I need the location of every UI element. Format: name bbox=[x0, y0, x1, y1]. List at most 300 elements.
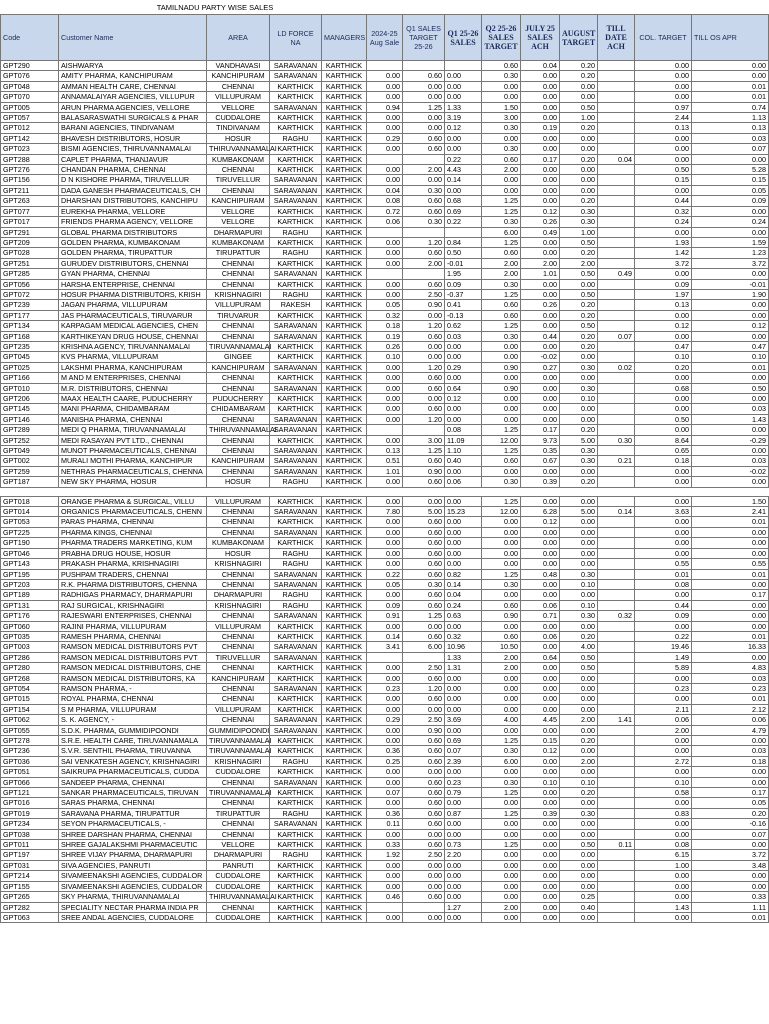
cell-area: KRISHNAGIRI bbox=[207, 559, 270, 569]
cell-till-os-apr: 0.74 bbox=[692, 102, 769, 112]
cell-q2-target: 0.00 bbox=[482, 81, 521, 91]
table-row bbox=[1, 466, 769, 476]
cell-july-ach: 0.00 bbox=[521, 725, 560, 735]
cell-aug-sale-2024: 0.22 bbox=[367, 569, 403, 579]
cell-q1-sales: 0.32 bbox=[445, 631, 482, 641]
cell-q1-sales: 0.08 bbox=[445, 425, 482, 435]
cell-manager: KARTHICK bbox=[322, 860, 367, 870]
cell-customer-name: SARAS PHARMA, CHENNAI bbox=[59, 798, 207, 808]
cell-area: THIRUVANNAMALAI bbox=[207, 425, 270, 435]
cell-till-date-ach bbox=[598, 71, 635, 81]
cell-august-target: 0.00 bbox=[560, 871, 598, 881]
cell-july-ach: -0.02 bbox=[521, 352, 560, 362]
cell-till-date-ach bbox=[598, 217, 635, 227]
cell-q2-target: 4.00 bbox=[482, 715, 521, 725]
cell-q1-target: 0.60 bbox=[403, 559, 445, 569]
cell-aug-sale-2024: 0.00 bbox=[367, 394, 403, 404]
cell-till-os-apr: 0.01 bbox=[692, 569, 769, 579]
cell-aug-sale-2024: 0.00 bbox=[367, 165, 403, 175]
cell-customer-name: KVS PHARMA, VILLUPURAM bbox=[59, 352, 207, 362]
cell-q1-target: 0.60 bbox=[403, 248, 445, 258]
cell-q2-target: 0.90 bbox=[482, 362, 521, 372]
cell-august-target: 0.00 bbox=[560, 517, 598, 527]
cell-aug-sale-2024: 0.00 bbox=[367, 71, 403, 81]
cell-manager: KARTHICK bbox=[322, 92, 367, 102]
cell-q2-target: 0.00 bbox=[482, 517, 521, 527]
cell-july-ach: 0.00 bbox=[521, 71, 560, 81]
cell-august-target: 0.10 bbox=[560, 777, 598, 787]
cell-manager: KARTHICK bbox=[322, 715, 367, 725]
cell-aug-sale-2024: 0.05 bbox=[367, 300, 403, 310]
cell-code: GPT236 bbox=[1, 746, 59, 756]
cell-manager: KARTHICK bbox=[322, 248, 367, 258]
cell-field-force: SARAVANAN bbox=[270, 71, 322, 81]
cell-customer-name: GURUDEV DISTRIBUTORS, CHENNAI bbox=[59, 258, 207, 268]
cell-customer-name: AISHWARYA bbox=[59, 61, 207, 71]
cell-code: GPT280 bbox=[1, 663, 59, 673]
cell-area: CUDDALORE bbox=[207, 881, 270, 891]
cell-q2-target: 0.30 bbox=[482, 71, 521, 81]
cell-august-target: 0.00 bbox=[560, 496, 598, 506]
cell-area: CHENNAI bbox=[207, 165, 270, 175]
col-header-till-date-ach: TILL DATE ACH bbox=[598, 15, 635, 61]
table-row bbox=[1, 154, 769, 164]
cell-q1-target: 0.60 bbox=[403, 788, 445, 798]
cell-q1-sales bbox=[445, 227, 482, 237]
cell-q2-target: 1.25 bbox=[482, 196, 521, 206]
cell-field-force: KARTHICK bbox=[270, 237, 322, 247]
cell-august-target: 0.20 bbox=[560, 310, 598, 320]
cell-till-date-ach bbox=[598, 892, 635, 902]
cell-code: GPT134 bbox=[1, 321, 59, 331]
cell-july-ach: 0.00 bbox=[521, 185, 560, 195]
cell-customer-name: MAAX HEALTH CAARE, PUDUCHERRY bbox=[59, 394, 207, 404]
cell-aug-sale-2024: 0.07 bbox=[367, 788, 403, 798]
cell-august-target: 0.00 bbox=[560, 404, 598, 414]
cell-till-os-apr: 0.00 bbox=[692, 269, 769, 279]
cell-q1-sales: -0.13 bbox=[445, 310, 482, 320]
cell-area: CHENNAI bbox=[207, 279, 270, 289]
cell-col-target: 2.11 bbox=[635, 704, 692, 714]
cell-till-os-apr: 0.03 bbox=[692, 133, 769, 143]
cell-till-date-ach bbox=[598, 642, 635, 652]
cell-q2-target: 0.00 bbox=[482, 860, 521, 870]
cell-field-force: KARTHICK bbox=[270, 902, 322, 912]
cell-col-target: 0.00 bbox=[635, 71, 692, 81]
table-row bbox=[1, 362, 769, 372]
cell-col-target: 0.58 bbox=[635, 788, 692, 798]
cell-q1-target: 5.00 bbox=[403, 507, 445, 517]
cell-customer-name: KARTHIKEYAN DRUG HOUSE, CHENNAI bbox=[59, 331, 207, 341]
cell-till-os-apr: 0.12 bbox=[692, 321, 769, 331]
cell-july-ach: 0.00 bbox=[521, 341, 560, 351]
cell-till-os-apr: 3.48 bbox=[692, 860, 769, 870]
cell-aug-sale-2024: 0.00 bbox=[367, 81, 403, 91]
cell-field-force: KARTHICK bbox=[270, 279, 322, 289]
cell-field-force: SARAVANAN bbox=[270, 777, 322, 787]
cell-field-force: RAGHU bbox=[270, 590, 322, 600]
cell-customer-name: EUREKHA PHARMA, VELLORE bbox=[59, 206, 207, 216]
cell-q1-target: 0.00 bbox=[403, 767, 445, 777]
cell-aug-sale-2024: 0.00 bbox=[367, 590, 403, 600]
cell-till-os-apr: 1.11 bbox=[692, 902, 769, 912]
cell-field-force: KARTHICK bbox=[270, 165, 322, 175]
cell-col-target: 5.89 bbox=[635, 663, 692, 673]
cell-field-force: KARTHICK bbox=[270, 123, 322, 133]
cell-field-force: KARTHICK bbox=[270, 621, 322, 631]
cell-till-os-apr: -0.16 bbox=[692, 819, 769, 829]
cell-q1-target: 0.60 bbox=[403, 144, 445, 154]
cell-field-force: SARAVANAN bbox=[270, 715, 322, 725]
cell-q1-target: 0.00 bbox=[403, 704, 445, 714]
cell-q2-target: 0.30 bbox=[482, 579, 521, 589]
cell-till-os-apr: 0.00 bbox=[692, 206, 769, 216]
cell-q2-target: 0.00 bbox=[482, 133, 521, 143]
cell-july-ach: 0.00 bbox=[521, 798, 560, 808]
table-row bbox=[1, 237, 769, 247]
cell-july-ach: 0.00 bbox=[521, 92, 560, 102]
table-row bbox=[1, 850, 769, 860]
cell-q1-target: 2.50 bbox=[403, 850, 445, 860]
cell-manager: KARTHICK bbox=[322, 300, 367, 310]
cell-aug-sale-2024: 0.51 bbox=[367, 456, 403, 466]
cell-area: CHENNAI bbox=[207, 777, 270, 787]
cell-area: DHARMAPURI bbox=[207, 590, 270, 600]
col-header-code: Code bbox=[1, 15, 59, 61]
cell-manager: KARTHICK bbox=[322, 902, 367, 912]
cell-till-date-ach bbox=[598, 113, 635, 123]
table-row bbox=[1, 341, 769, 351]
cell-q1-target bbox=[403, 902, 445, 912]
cell-field-force: RAGHU bbox=[270, 559, 322, 569]
cell-aug-sale-2024: 0.00 bbox=[367, 829, 403, 839]
cell-till-os-apr: 0.03 bbox=[692, 456, 769, 466]
cell-col-target: 0.44 bbox=[635, 600, 692, 610]
cell-manager: KARTHICK bbox=[322, 704, 367, 714]
cell-col-target: 0.06 bbox=[635, 715, 692, 725]
cell-field-force: RAGHU bbox=[270, 248, 322, 258]
cell-code: GPT265 bbox=[1, 892, 59, 902]
cell-q1-target: 2.50 bbox=[403, 715, 445, 725]
cell-manager: KARTHICK bbox=[322, 611, 367, 621]
cell-q2-target: 0.00 bbox=[482, 850, 521, 860]
cell-q2-target: 0.30 bbox=[482, 279, 521, 289]
cell-aug-sale-2024: 0.18 bbox=[367, 321, 403, 331]
cell-july-ach: 0.00 bbox=[521, 767, 560, 777]
cell-area: CHENNAI bbox=[207, 269, 270, 279]
cell-q1-target: 0.60 bbox=[403, 71, 445, 81]
cell-q2-target: 0.30 bbox=[482, 217, 521, 227]
cell-q2-target: 12.00 bbox=[482, 435, 521, 445]
cell-q1-sales: 0.84 bbox=[445, 237, 482, 247]
cell-q2-target: 0.30 bbox=[482, 477, 521, 487]
cell-aug-sale-2024: 1.01 bbox=[367, 466, 403, 476]
cell-august-target: 0.00 bbox=[560, 798, 598, 808]
cell-customer-name: CAPLET PHARMA, THANJAVUR bbox=[59, 154, 207, 164]
cell-q1-sales: 0.50 bbox=[445, 248, 482, 258]
cell-august-target: 0.30 bbox=[560, 456, 598, 466]
cell-july-ach: 0.00 bbox=[521, 144, 560, 154]
cell-aug-sale-2024: 0.00 bbox=[367, 777, 403, 787]
cell-july-ach: 0.00 bbox=[521, 892, 560, 902]
cell-till-date-ach: 0.04 bbox=[598, 154, 635, 164]
cell-code: GPT018 bbox=[1, 496, 59, 506]
cell-q2-target: 0.00 bbox=[482, 819, 521, 829]
cell-till-os-apr: 0.07 bbox=[692, 829, 769, 839]
table-row bbox=[1, 321, 769, 331]
cell-q1-target: 0.60 bbox=[403, 808, 445, 818]
cell-august-target: 0.20 bbox=[560, 248, 598, 258]
cell-col-target: 0.00 bbox=[635, 185, 692, 195]
table-row bbox=[1, 206, 769, 216]
cell-till-os-apr: 0.06 bbox=[692, 715, 769, 725]
cell-col-target: 0.83 bbox=[635, 808, 692, 818]
cell-q1-sales: 0.00 bbox=[445, 819, 482, 829]
cell-col-target: 0.68 bbox=[635, 383, 692, 393]
cell-aug-sale-2024: 0.00 bbox=[367, 435, 403, 445]
cell-area: CHENNAI bbox=[207, 798, 270, 808]
table-row bbox=[1, 746, 769, 756]
cell-july-ach: 0.06 bbox=[521, 600, 560, 610]
col-header-area: AREA bbox=[207, 15, 270, 61]
table-row bbox=[1, 590, 769, 600]
cell-field-force: SARAVANAN bbox=[270, 819, 322, 829]
cell-july-ach: 0.06 bbox=[521, 631, 560, 641]
cell-q2-target: 0.60 bbox=[482, 248, 521, 258]
cell-aug-sale-2024: 0.00 bbox=[367, 113, 403, 123]
cell-col-target: 0.00 bbox=[635, 477, 692, 487]
cell-till-date-ach bbox=[598, 341, 635, 351]
cell-q1-sales: 0.29 bbox=[445, 362, 482, 372]
cell-code: GPT070 bbox=[1, 92, 59, 102]
cell-aug-sale-2024: 0.00 bbox=[367, 248, 403, 258]
cell-q1-sales: 0.00 bbox=[445, 548, 482, 558]
cell-august-target: 0.50 bbox=[560, 321, 598, 331]
cell-q1-target: 0.90 bbox=[403, 725, 445, 735]
cell-july-ach: 0.12 bbox=[521, 517, 560, 527]
cell-col-target: 0.44 bbox=[635, 196, 692, 206]
cell-till-date-ach bbox=[598, 92, 635, 102]
cell-q1-sales: 0.00 bbox=[445, 798, 482, 808]
cell-col-target: 1.43 bbox=[635, 902, 692, 912]
cell-col-target: 0.00 bbox=[635, 746, 692, 756]
cell-area: CHENNAI bbox=[207, 81, 270, 91]
cell-q1-target: 0.60 bbox=[403, 673, 445, 683]
cell-aug-sale-2024: 0.00 bbox=[367, 912, 403, 922]
cell-august-target: 0.20 bbox=[560, 631, 598, 641]
table-row bbox=[1, 185, 769, 195]
table-row bbox=[1, 871, 769, 881]
cell-august-target: 0.00 bbox=[560, 185, 598, 195]
cell-q2-target: 0.00 bbox=[482, 871, 521, 881]
cell-august-target: 0.40 bbox=[560, 902, 598, 912]
cell-aug-sale-2024: 0.00 bbox=[367, 362, 403, 372]
cell-q1-sales: 3.19 bbox=[445, 113, 482, 123]
cell-till-os-apr: 0.00 bbox=[692, 154, 769, 164]
cell-q1-sales: 0.41 bbox=[445, 300, 482, 310]
cell-col-target: 0.00 bbox=[635, 394, 692, 404]
cell-field-force: SARAVANAN bbox=[270, 466, 322, 476]
cell-field-force: KARTHICK bbox=[270, 694, 322, 704]
cell-till-os-apr: 1.90 bbox=[692, 289, 769, 299]
cell-code: GPT155 bbox=[1, 881, 59, 891]
cell-july-ach: 0.00 bbox=[521, 496, 560, 506]
cell-col-target: 0.97 bbox=[635, 102, 692, 112]
cell-aug-sale-2024 bbox=[367, 227, 403, 237]
cell-till-date-ach bbox=[598, 819, 635, 829]
cell-july-ach: 0.00 bbox=[521, 466, 560, 476]
cell-field-force: KARTHICK bbox=[270, 81, 322, 91]
cell-col-target: 0.00 bbox=[635, 92, 692, 102]
cell-manager: KARTHICK bbox=[322, 871, 367, 881]
cell-code: GPT263 bbox=[1, 196, 59, 206]
cell-july-ach: 0.00 bbox=[521, 165, 560, 175]
cell-till-os-apr: 0.01 bbox=[692, 92, 769, 102]
cell-till-date-ach bbox=[598, 600, 635, 610]
cell-code: GPT206 bbox=[1, 394, 59, 404]
cell-q1-target: 0.60 bbox=[403, 590, 445, 600]
cell-code: GPT278 bbox=[1, 736, 59, 746]
table-row bbox=[1, 652, 769, 662]
cell-till-os-apr: 0.18 bbox=[692, 756, 769, 766]
cell-q1-target: 1.20 bbox=[403, 683, 445, 693]
cell-code: GPT146 bbox=[1, 414, 59, 424]
cell-q2-target: 0.00 bbox=[482, 673, 521, 683]
cell-q2-target: 0.60 bbox=[482, 310, 521, 320]
cell-q2-target: 1.25 bbox=[482, 425, 521, 435]
cell-q1-target: 0.60 bbox=[403, 600, 445, 610]
cell-august-target: 0.50 bbox=[560, 102, 598, 112]
cell-q1-target: 0.00 bbox=[403, 871, 445, 881]
cell-customer-name: MEDI RASAYAN PVT LTD., CHENNAI bbox=[59, 435, 207, 445]
cell-code: GPT017 bbox=[1, 217, 59, 227]
cell-area: VILLUPURAM bbox=[207, 704, 270, 714]
cell-manager: KARTHICK bbox=[322, 217, 367, 227]
cell-manager: KARTHICK bbox=[322, 456, 367, 466]
cell-q1-sales: 0.00 bbox=[445, 185, 482, 195]
cell-till-date-ach bbox=[598, 736, 635, 746]
cell-august-target: 0.20 bbox=[560, 425, 598, 435]
cell-q2-target: 2.00 bbox=[482, 165, 521, 175]
cell-august-target: 0.30 bbox=[560, 383, 598, 393]
cell-col-target: 2.00 bbox=[635, 725, 692, 735]
table-row bbox=[1, 663, 769, 673]
cell-q1-sales: 0.00 bbox=[445, 81, 482, 91]
cell-till-date-ach bbox=[598, 829, 635, 839]
col-header-q1-sales: Q1 25-26 SALES bbox=[445, 15, 482, 61]
cell-manager: KARTHICK bbox=[322, 310, 367, 320]
cell-august-target: 0.00 bbox=[560, 548, 598, 558]
cell-customer-name: RAMSON MEDICAL DISTRIBUTORS PVT bbox=[59, 652, 207, 662]
cell-q1-sales: 0.00 bbox=[445, 496, 482, 506]
cell-august-target: 0.20 bbox=[560, 154, 598, 164]
cell-july-ach: 9.73 bbox=[521, 435, 560, 445]
cell-q1-target: 0.60 bbox=[403, 840, 445, 850]
table-row bbox=[1, 289, 769, 299]
cell-till-date-ach bbox=[598, 175, 635, 185]
cell-field-force: KARTHICK bbox=[270, 206, 322, 216]
cell-q1-target: 0.60 bbox=[403, 196, 445, 206]
cell-till-date-ach bbox=[598, 383, 635, 393]
cell-aug-sale-2024: 0.00 bbox=[367, 404, 403, 414]
cell-customer-name: MEDI Q PHARMA, TIRUVANNAMALAI bbox=[59, 425, 207, 435]
cell-col-target: 0.00 bbox=[635, 144, 692, 154]
cell-col-target: 0.00 bbox=[635, 496, 692, 506]
cell-aug-sale-2024: 0.00 bbox=[367, 517, 403, 527]
cell-area: CHENNAI bbox=[207, 414, 270, 424]
cell-code: GPT049 bbox=[1, 446, 59, 456]
cell-till-os-apr: 0.00 bbox=[692, 446, 769, 456]
table-row bbox=[1, 456, 769, 466]
cell-aug-sale-2024: 0.00 bbox=[367, 123, 403, 133]
cell-area: CHENNAI bbox=[207, 373, 270, 383]
cell-col-target: 0.23 bbox=[635, 683, 692, 693]
col-header-managers: MANAGERS bbox=[322, 15, 367, 61]
cell-code: GPT197 bbox=[1, 850, 59, 860]
cell-till-date-ach: 0.14 bbox=[598, 507, 635, 517]
cell-july-ach: 0.27 bbox=[521, 362, 560, 372]
cell-q1-target bbox=[403, 652, 445, 662]
cell-area: KANCHIPURAM bbox=[207, 196, 270, 206]
cell-col-target: 0.10 bbox=[635, 352, 692, 362]
cell-q2-target: 0.00 bbox=[482, 725, 521, 735]
cell-till-os-apr: 0.00 bbox=[692, 652, 769, 662]
cell-customer-name: DADA GANESH PHARMACEUTICALS, CH bbox=[59, 185, 207, 195]
cell-area: KANCHIPURAM bbox=[207, 362, 270, 372]
cell-code: GPT268 bbox=[1, 673, 59, 683]
table-row bbox=[1, 279, 769, 289]
cell-area: CHENNAI bbox=[207, 642, 270, 652]
cell-august-target: 0.00 bbox=[560, 746, 598, 756]
cell-q1-sales: 0.00 bbox=[445, 829, 482, 839]
cell-till-os-apr: 0.01 bbox=[692, 694, 769, 704]
cell-q1-target bbox=[403, 269, 445, 279]
cell-till-date-ach bbox=[598, 81, 635, 91]
cell-till-date-ach: 0.21 bbox=[598, 456, 635, 466]
table-row bbox=[1, 881, 769, 891]
table-row bbox=[1, 331, 769, 341]
cell-area: VANDHAVASI bbox=[207, 61, 270, 71]
cell-till-os-apr: 0.05 bbox=[692, 798, 769, 808]
cell-field-force: SARAVANAN bbox=[270, 61, 322, 71]
cell-manager: KARTHICK bbox=[322, 175, 367, 185]
table-row bbox=[1, 196, 769, 206]
table-row bbox=[1, 92, 769, 102]
cell-till-date-ach bbox=[598, 300, 635, 310]
cell-july-ach: 0.00 bbox=[521, 310, 560, 320]
cell-customer-name: GOLDEN PHARMA, KUMBAKONAM bbox=[59, 237, 207, 247]
cell-aug-sale-2024: 0.00 bbox=[367, 92, 403, 102]
cell-aug-sale-2024 bbox=[367, 425, 403, 435]
cell-q1-target: 0.30 bbox=[403, 185, 445, 195]
cell-till-os-apr: 0.00 bbox=[692, 477, 769, 487]
cell-field-force: SARAVANAN bbox=[270, 579, 322, 589]
cell-july-ach: 0.19 bbox=[521, 123, 560, 133]
table-row bbox=[1, 165, 769, 175]
cell-till-os-apr: 2.41 bbox=[692, 507, 769, 517]
cell-till-os-apr: 2.12 bbox=[692, 704, 769, 714]
cell-code: GPT214 bbox=[1, 871, 59, 881]
cell-q2-target: 1.25 bbox=[482, 289, 521, 299]
cell-col-target: 1.97 bbox=[635, 289, 692, 299]
table-row bbox=[1, 642, 769, 652]
cell-q2-target: 0.30 bbox=[482, 746, 521, 756]
cell-code: GPT252 bbox=[1, 435, 59, 445]
cell-q1-target: 6.00 bbox=[403, 642, 445, 652]
cell-july-ach: 0.00 bbox=[521, 237, 560, 247]
cell-customer-name: SARAVANA PHARMA, TIRUPATTUR bbox=[59, 808, 207, 818]
cell-august-target: 0.00 bbox=[560, 590, 598, 600]
